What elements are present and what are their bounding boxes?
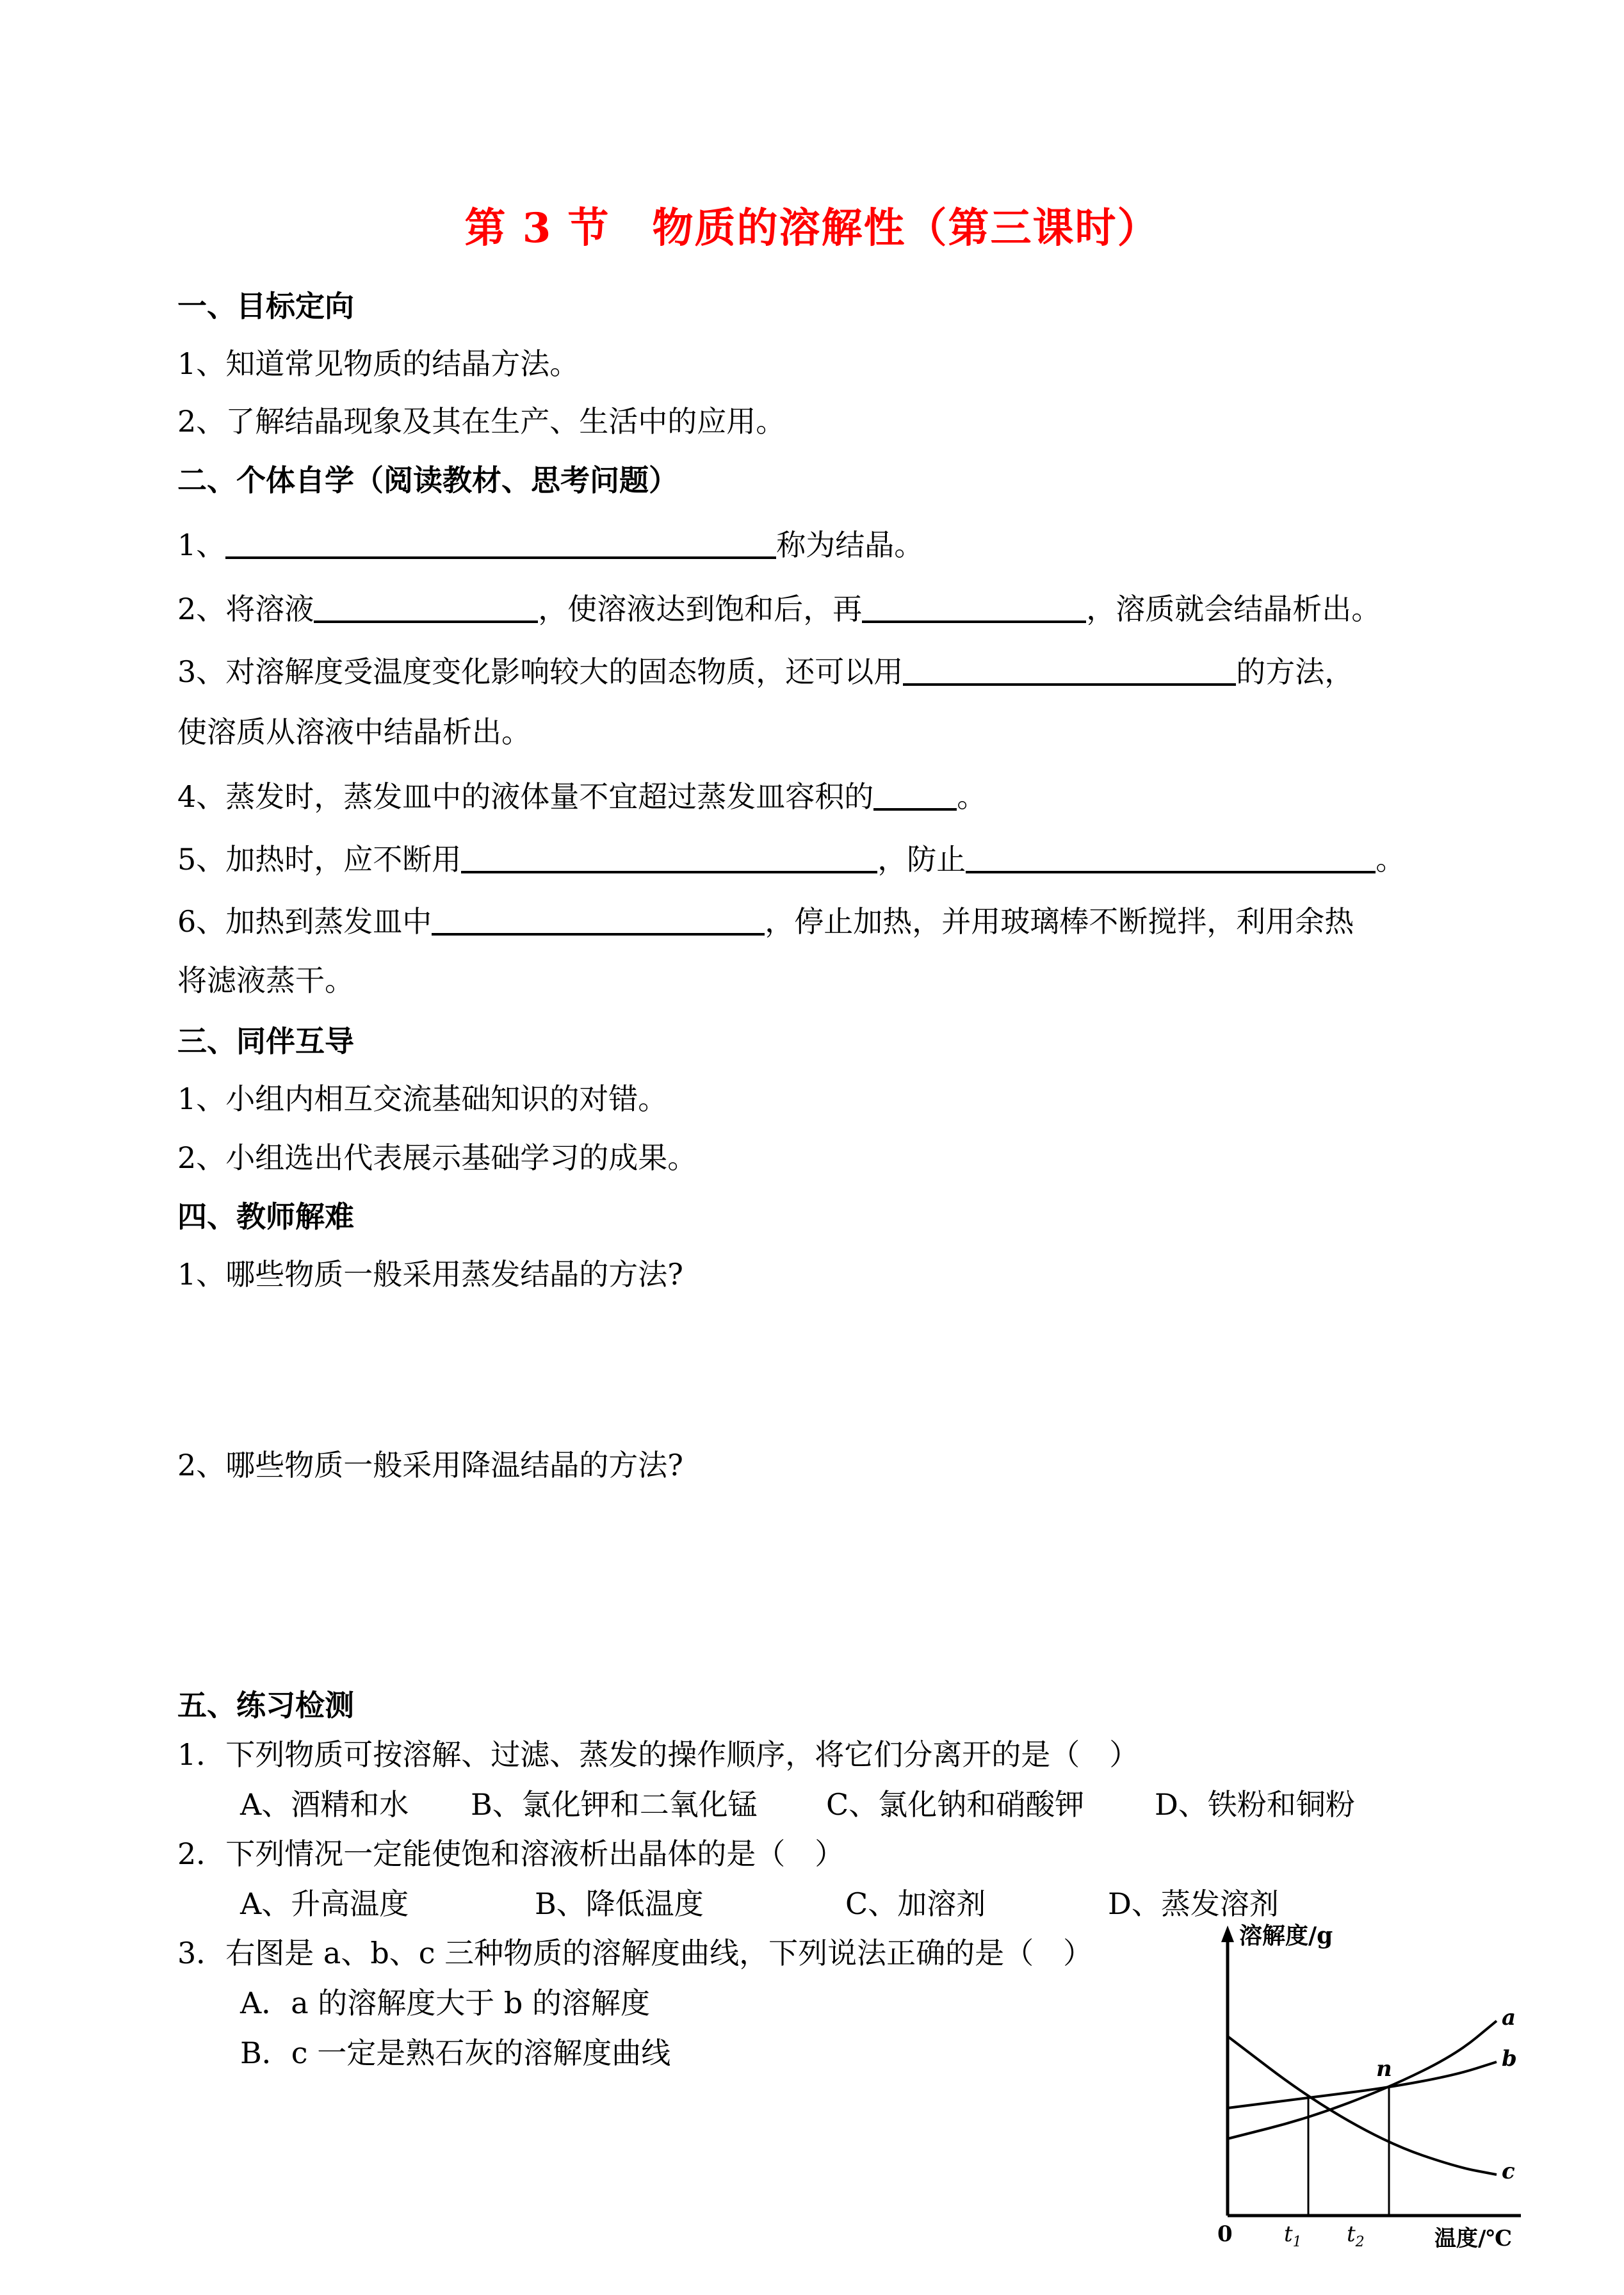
section-heading-goals: 一、目标定向 <box>177 289 354 323</box>
intersection-label: n <box>1376 2056 1392 2082</box>
q-text: 1、 <box>177 528 226 562</box>
q-text: 。 <box>957 779 987 814</box>
q-text: 3、对溶解度受温度变化影响较大的固态物质，还可以用 <box>177 654 904 689</box>
q-text: ，防止 <box>877 842 966 877</box>
q-text: 称为结晶。 <box>776 528 924 562</box>
q-text: 的方法， <box>1236 654 1354 689</box>
y-axis-label: 溶解度/g <box>1239 1922 1333 1949</box>
section-heading-teacher: 四、教师解难 <box>177 1199 354 1234</box>
x-axis-label: 温度/℃ <box>1434 2226 1513 2251</box>
option[interactable]: C、加溶剂 <box>845 1886 986 1921</box>
q-text: 5、加热时，应不断用 <box>177 842 462 877</box>
fill-blank[interactable] <box>461 843 877 873</box>
fill-blank[interactable] <box>862 592 1086 623</box>
fill-blank[interactable] <box>225 528 776 559</box>
q-text: 4、蒸发时，蒸发皿中的液体量不宜超过蒸发皿容积的 <box>177 779 874 814</box>
option[interactable]: B．c 一定是熟石灰的溶解度曲线 <box>240 2036 671 2070</box>
self-study-q2 <box>177 592 1381 624</box>
practice-q1-stem: 1．下列物质可按溶解、过滤、蒸发的操作顺序，将它们分离开的是（ ） <box>177 1737 1139 1772</box>
q-text: 2、将溶液 <box>177 592 314 626</box>
fill-blank[interactable] <box>873 780 957 811</box>
series-line-c <box>1228 2036 1497 2175</box>
x-tick-label-origin: 0 <box>1217 2221 1233 2247</box>
x-tick-label-t1: $t_1$ <box>1284 2221 1302 2250</box>
option[interactable]: A、酒精和水 <box>240 1787 409 1822</box>
chart-marks <box>1228 2005 1517 2216</box>
self-study-q6-cont: 将滤液蒸干。 <box>177 963 354 998</box>
q-text: ，停止加热，并用玻璃棒不断搅拌，利用余热 <box>765 904 1354 939</box>
fill-blank[interactable] <box>903 655 1236 686</box>
q-text: ，溶质就会结晶析出。 <box>1086 592 1381 626</box>
option[interactable]: B、氯化钾和二氧化锰 <box>471 1787 758 1822</box>
solubility-chart <box>1188 1918 1547 2251</box>
option[interactable]: D、铁粉和铜粉 <box>1155 1787 1355 1822</box>
goal-item: 1、知道常见物质的结晶方法。 <box>177 346 580 381</box>
option[interactable]: A、升高温度 <box>240 1886 409 1921</box>
section-heading-practice: 五、练习检测 <box>177 1688 354 1723</box>
option[interactable]: B、降低温度 <box>535 1886 704 1921</box>
x-tick-label-t2: $t_2$ <box>1347 2221 1365 2250</box>
option[interactable]: D、蒸发溶剂 <box>1108 1886 1279 1921</box>
self-study-q6 <box>177 904 1354 939</box>
q-text: ，使溶液达到饱和后，再 <box>538 592 863 626</box>
self-study-q4 <box>177 779 987 814</box>
self-study-q1 <box>177 528 923 560</box>
series-line-b <box>1228 2062 1497 2108</box>
q-text: 。 <box>1376 842 1406 877</box>
option[interactable]: C、氯化钠和硝酸钾 <box>826 1787 1085 1822</box>
page-title: 第 3 节 物质的溶解性（第三课时） <box>464 204 1160 252</box>
self-study-q5 <box>177 842 1406 877</box>
teacher-question: 1、哪些物质一般采用蒸发结晶的方法? <box>177 1257 683 1292</box>
self-study-q3-cont: 使溶质从溶液中结晶析出。 <box>177 715 531 749</box>
goal-item: 2、了解结晶现象及其在生产、生活中的应用。 <box>177 404 786 439</box>
series-line-a <box>1228 2021 1497 2139</box>
option[interactable]: A．a 的溶解度大于 b 的溶解度 <box>240 1986 650 2020</box>
y-axis <box>1221 1926 1234 2216</box>
practice-q2-stem: 2．下列情况一定能使饱和溶液析出晶体的是（ ） <box>177 1837 845 1871</box>
section-heading-self-study: 二、个体自学（阅读教材、思考问题） <box>177 463 678 498</box>
fill-blank[interactable] <box>314 592 538 623</box>
peer-item: 2、小组选出代表展示基础学习的成果。 <box>177 1140 697 1175</box>
teacher-question: 2、哪些物质一般采用降温结晶的方法? <box>177 1448 683 1482</box>
series-label-c: c <box>1502 2159 1515 2184</box>
self-study-q3 <box>177 654 1354 689</box>
series-label-b: b <box>1502 2046 1517 2072</box>
practice-q3-stem: 3．右图是 a、b、c 三种物质的溶解度曲线，下列说法正确的是（ ） <box>177 1936 1093 1970</box>
q-text: 6、加热到蒸发皿中 <box>177 904 432 939</box>
section-heading-peer: 三、同伴互导 <box>177 1024 354 1058</box>
fill-blank[interactable] <box>432 905 765 936</box>
fill-blank[interactable] <box>966 843 1376 873</box>
peer-item: 1、小组内相互交流基础知识的对错。 <box>177 1082 668 1116</box>
series-label-a: a <box>1502 2005 1516 2031</box>
